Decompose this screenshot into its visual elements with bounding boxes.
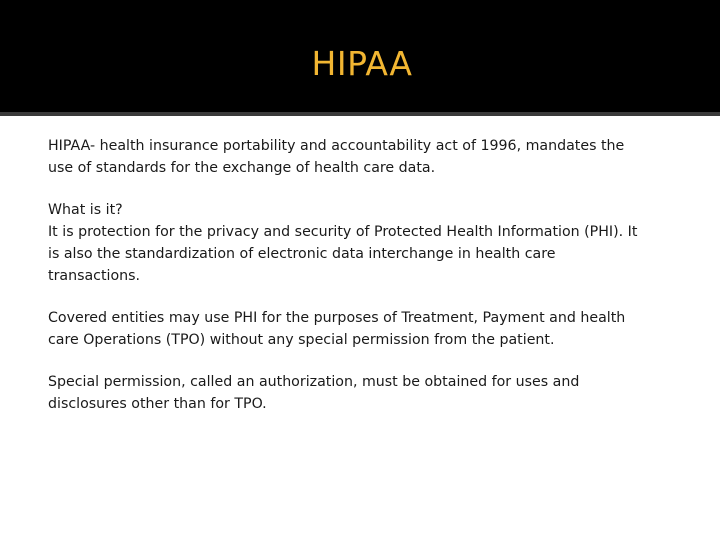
body-line: Special permission, called an authorization, must be obtained for uses and	[48, 374, 580, 390]
title-divider	[0, 112, 720, 116]
body-line: transactions.	[48, 268, 141, 284]
slide-body	[48, 135, 676, 435]
body-line: Covered entities may use PHI for the purposes of Treatment, Payment and health	[48, 310, 626, 326]
body-line: care Operations (TPO) without any special permission from the patient.	[48, 332, 555, 348]
body-line: It is protection for the privacy and security of Protected Health Information (PHI). It	[48, 224, 638, 240]
paragraph-what-is-it	[48, 199, 676, 287]
body-line: What is it?	[48, 202, 123, 218]
slide-title	[0, 38, 720, 90]
body-line: HIPAA- health insurance portability and accountability act of 1996, mandates the	[48, 138, 625, 154]
body-line: is also the standardization of electronic data interchange in health care	[48, 246, 556, 262]
body-line: disclosures other than for TPO.	[48, 396, 267, 412]
paragraph-covered-entities	[48, 307, 676, 351]
body-line: use of standards for the exchange of health care data.	[48, 160, 436, 176]
paragraph-authorization	[48, 371, 676, 415]
slide-title-text: HIPAA	[311, 44, 413, 83]
title-bar	[0, 0, 720, 112]
paragraph-definition	[48, 135, 676, 179]
